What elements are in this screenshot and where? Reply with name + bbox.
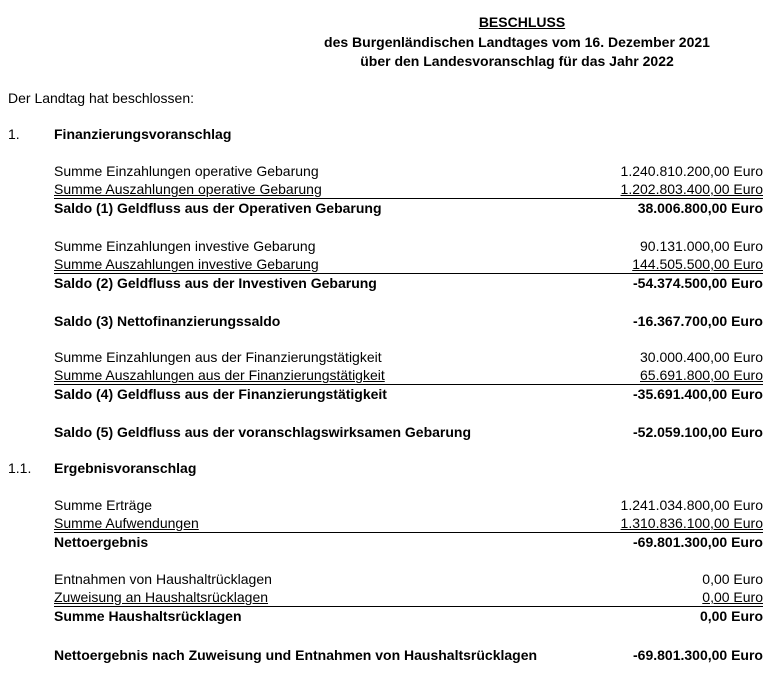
table-row	[54, 200, 763, 218]
row-value: 0,00 Euro	[702, 571, 763, 587]
row-value: 65.691.800,00 Euro	[640, 367, 763, 383]
intro-text: Der Landtag hat beschlossen:	[8, 90, 195, 106]
table-row	[54, 424, 763, 442]
row-value: 1.241.034.800,00 Euro	[620, 497, 763, 513]
row-value: -35.691.400,00 Euro	[633, 386, 763, 402]
divider	[54, 532, 763, 533]
row-value: 1.310.836.100,00 Euro	[620, 515, 763, 531]
row-value: 38.006.800,00 Euro	[637, 200, 763, 216]
row-label: Saldo (1) Geldfluss aus der Operativen Gebarung	[54, 200, 382, 216]
table-row	[54, 181, 763, 199]
row-value: 90.131.000,00 Euro	[640, 238, 763, 254]
row-label: Saldo (4) Geldfluss aus der Finanzierungstätigkeit	[54, 386, 387, 402]
row-label: Summe Auszahlungen investive Gebarung	[54, 256, 319, 272]
section-title: Finanzierungsvoranschlag	[54, 126, 232, 142]
table-row	[54, 349, 763, 367]
row-label: Saldo (3) Nettofinanzierungssaldo	[54, 313, 281, 329]
row-label: Summe Aufwendungen	[54, 515, 199, 531]
row-value: 1.202.803.400,00 Euro	[620, 181, 763, 197]
row-value: 0,00 Euro	[699, 608, 763, 624]
table-row	[54, 313, 763, 331]
table-row	[54, 608, 763, 626]
row-label: Summe Einzahlungen investive Gebarung	[54, 238, 316, 254]
row-value: -54.374.500,00 Euro	[633, 275, 763, 291]
table-row	[54, 571, 763, 589]
table-row	[54, 367, 763, 385]
table-row	[54, 497, 763, 515]
divider	[54, 384, 763, 385]
row-label: Saldo (2) Geldfluss aus der Investiven Gebarung	[54, 275, 377, 291]
document-subtitle-date: des Burgenländischen Landtages vom 16. Dezember 2021	[324, 34, 710, 50]
row-label: Saldo (5) Geldfluss aus der voranschlagswirksamen Gebarung	[54, 424, 472, 440]
row-value: 1.240.810.200,00 Euro	[620, 163, 763, 179]
table-row	[54, 275, 763, 293]
row-label: Nettoergebnis	[54, 534, 149, 550]
row-value: 0,00 Euro	[702, 589, 763, 605]
row-label: Zuweisung an Haushaltsrücklagen	[54, 589, 269, 605]
table-row	[54, 386, 763, 404]
row-label: Summe Einzahlungen aus der Finanzierungstätigkeit	[54, 349, 382, 365]
divider	[54, 606, 763, 607]
row-label: Summe Haushaltsrücklagen	[54, 608, 242, 624]
row-label: Summe Erträge	[54, 497, 153, 513]
row-label: Nettoergebnis nach Zuweisung und Entnahmen von Haushaltsrücklagen	[54, 647, 538, 663]
row-value: 30.000.400,00 Euro	[640, 349, 763, 365]
section-number: 1.	[8, 126, 20, 142]
row-value: -69.801.300,00 Euro	[633, 534, 763, 550]
table-row	[54, 238, 763, 256]
row-value: -52.059.100,00 Euro	[633, 424, 763, 440]
row-label: Summe Einzahlungen operative Gebarung	[54, 163, 319, 179]
document-subtitle-subject: über den Landesvoranschlag für das Jahr 2022	[360, 53, 674, 69]
table-row	[54, 515, 763, 533]
table-row	[54, 589, 763, 607]
divider	[54, 198, 763, 199]
table-row	[54, 534, 763, 552]
row-value: -16.367.700,00 Euro	[633, 313, 763, 329]
table-row	[54, 256, 763, 274]
document-title: BESCHLUSS	[478, 14, 566, 30]
row-label: Summe Auszahlungen operative Gebarung	[54, 181, 322, 197]
row-value: -69.801.300,00 Euro	[633, 647, 763, 663]
row-label: Entnahmen von Haushaltrücklagen	[54, 571, 272, 587]
row-value: 144.505.500,00 Euro	[632, 256, 763, 272]
table-row	[54, 647, 763, 665]
section-title: Ergebnisvoranschlag	[54, 460, 197, 476]
section-number: 1.1.	[8, 460, 32, 476]
divider	[54, 273, 763, 274]
row-label: Summe Auszahlungen aus der Finanzierungstätigkeit	[54, 367, 385, 383]
table-row	[54, 163, 763, 181]
